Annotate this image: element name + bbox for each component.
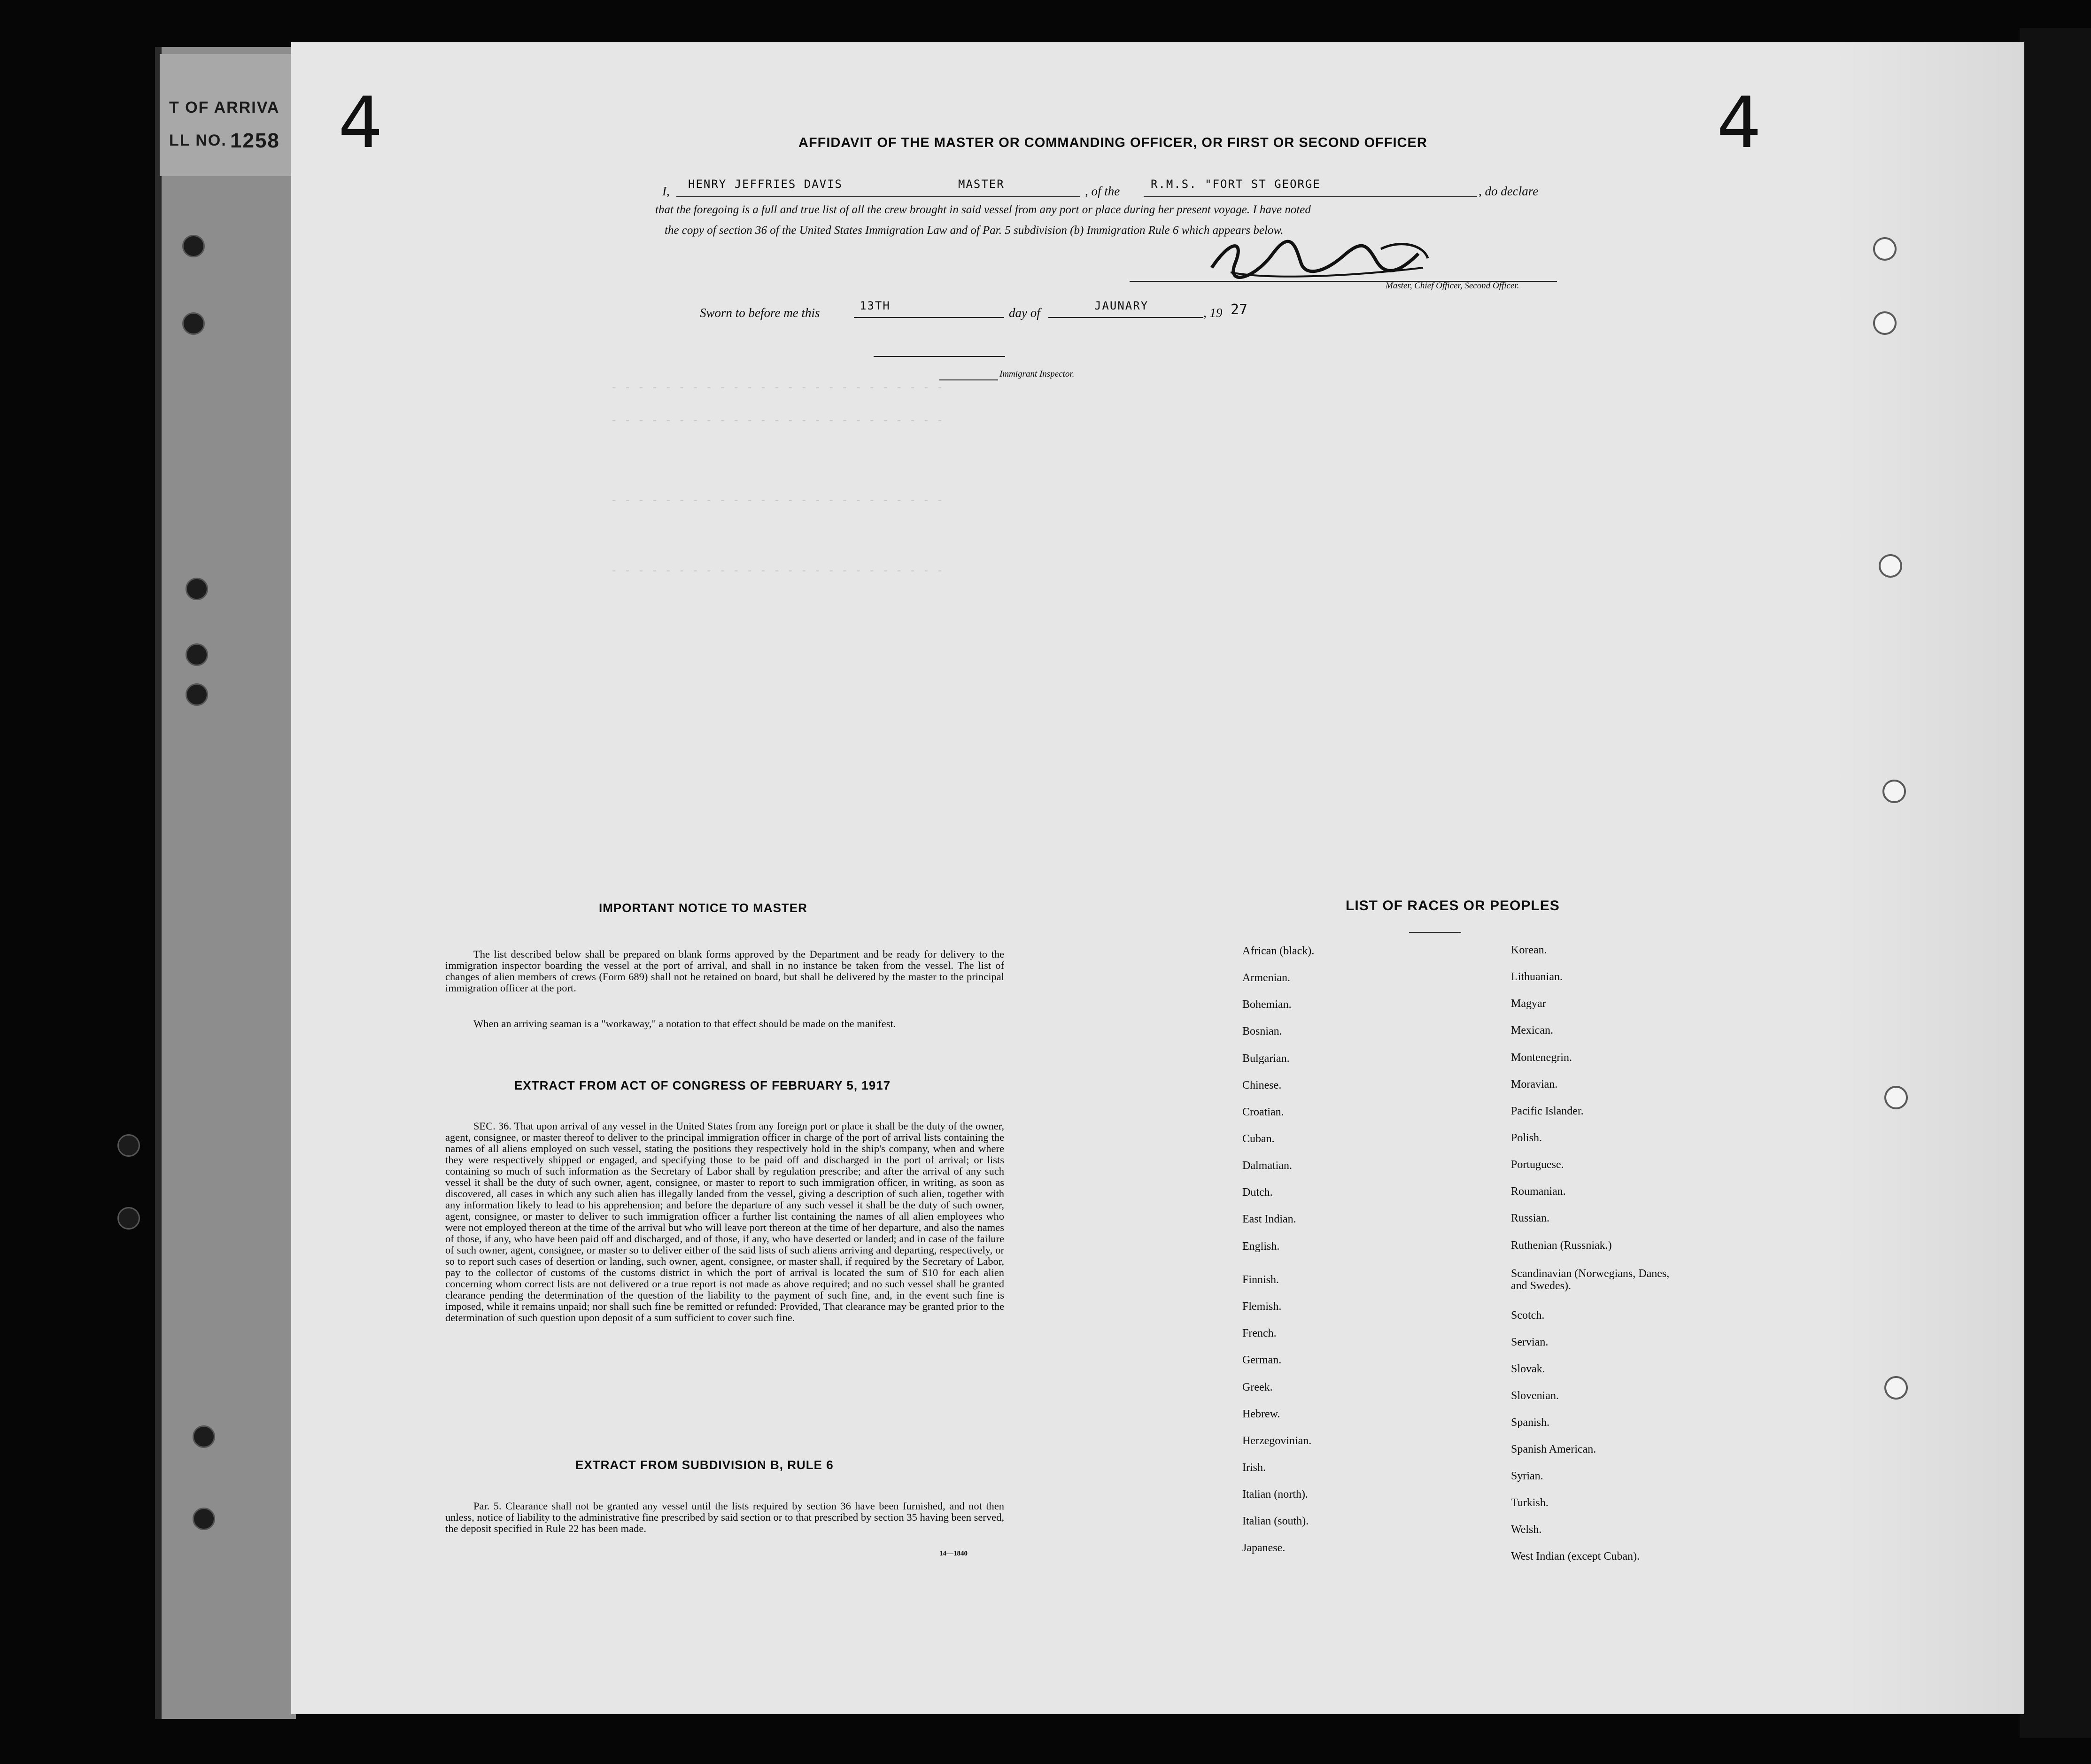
binder-hole (186, 683, 208, 706)
binder-label (160, 54, 296, 176)
race-item: Slovak. (1511, 1363, 1545, 1375)
races-title: LIST OF RACES OR PEOPLES (1346, 898, 1560, 913)
extract2-title: EXTRACT FROM SUBDIVISION B, RULE 6 (575, 1458, 834, 1472)
race-item: Cuban. (1242, 1133, 1275, 1145)
race-item: West Indian (except Cuban). (1511, 1550, 1640, 1563)
binder-hole (193, 1508, 215, 1530)
signature-caption: Master, Chief Officer, Second Officer. (1386, 281, 1519, 291)
race-item: Scotch. (1511, 1309, 1545, 1322)
binder-label-line1: T OF ARRIVA (169, 99, 280, 116)
race-item: Turkish. (1511, 1497, 1549, 1509)
sworn-year: 27 (1231, 302, 1248, 318)
master-signature (1202, 235, 1437, 286)
punch-hole (1879, 554, 1902, 578)
binder-hole (182, 235, 205, 257)
of-the-text: , of the (1085, 184, 1120, 198)
race-item: German. (1242, 1354, 1282, 1366)
binder-label-number: 1258 (230, 129, 280, 152)
inspector-caption: Immigrant Inspector. (999, 369, 1075, 379)
binder-hole (186, 578, 208, 600)
do-declare-text: , do declare (1479, 184, 1539, 198)
race-item: Armenian. (1242, 972, 1290, 984)
binder-hole (193, 1425, 215, 1448)
race-item: Polish. (1511, 1132, 1542, 1144)
bleed-through: - - - - - - - - - - - - - - - - - - - - - - - - - (611, 564, 944, 577)
punch-hole (1884, 1086, 1908, 1109)
race-item: Japanese. (1242, 1542, 1286, 1554)
race-item: Bosnian. (1242, 1025, 1282, 1037)
binder-strip (155, 47, 296, 1719)
race-item: East Indian. (1242, 1213, 1296, 1225)
race-item: Mexican. (1511, 1024, 1553, 1037)
extract1-title: EXTRACT FROM ACT OF CONGRESS OF FEBRUARY 5, 1917 (514, 1078, 891, 1092)
race-item: Lithuanian. (1511, 971, 1563, 983)
binder-edge (155, 47, 162, 1719)
races-column-2 (1511, 944, 1708, 1573)
extract2-body: Par. 5. Clearance shall not be granted any vessel until the lists required by section 36 have been furnished, and not then unless, notice of liability to the administrative fine prescribed by said section or to that prescribed by section 35 having been served, the deposit specified in Rule 22 has been made. (445, 1500, 1004, 1534)
affidavit-line2: that the foregoing is a full and true list of all the crew brought in said vessel from any port or place during her present voyage. I have noted (655, 203, 1311, 216)
day-of-text: day of (1009, 306, 1040, 320)
race-item: Moravian. (1511, 1078, 1558, 1091)
document-page (291, 42, 2024, 1714)
bleed-through: - - - - - - - - - - - - - - - - - - - - - - - - - (611, 380, 944, 394)
page-number-right: 4 (1717, 82, 1762, 164)
race-item: Irish. (1242, 1462, 1266, 1474)
punch-hole (1882, 780, 1906, 803)
race-item: Pacific Islander. (1511, 1105, 1584, 1117)
race-item: Herzegovinian. (1242, 1435, 1312, 1447)
sworn-prefix: Sworn to before me this (700, 306, 820, 320)
race-item: Magyar (1511, 998, 1546, 1010)
sworn-month: JAUNARY (1094, 299, 1149, 312)
year-prefix: , 19 (1203, 306, 1223, 320)
race-item: Russian. (1511, 1212, 1550, 1224)
race-item: Bulgarian. (1242, 1052, 1290, 1065)
race-item: Flemish. (1242, 1300, 1282, 1313)
bleed-through: - - - - - - - - - - - - - - - - - - - - - - - - - (611, 493, 944, 506)
race-item: Servian. (1511, 1336, 1549, 1348)
binder-label-line2: LL NO. (169, 132, 227, 149)
form-number: 14—1840 (939, 1550, 968, 1557)
race-item: Dalmatian. (1242, 1160, 1292, 1172)
race-item: Bohemian. (1242, 998, 1292, 1011)
binder-hole (182, 312, 205, 335)
race-item: Chinese. (1242, 1079, 1282, 1091)
race-item: Roumanian. (1511, 1185, 1566, 1198)
race-item: Italian (north). (1242, 1488, 1308, 1501)
notice-title: IMPORTANT NOTICE TO MASTER (599, 901, 807, 915)
binder-hole (186, 643, 208, 666)
affidavit-title: AFFIDAVIT OF THE MASTER OR COMMANDING OFFICER, OR FIRST OR SECOND OFFICER (798, 135, 1427, 150)
race-item: Welsh. (1511, 1524, 1542, 1536)
race-item: Korean. (1511, 944, 1547, 956)
page-shade (1832, 42, 2024, 1714)
affidavit-intro: I, (662, 184, 670, 198)
race-item: Ruthenian (Russniak.) (1511, 1239, 1612, 1252)
race-item: Syrian. (1511, 1470, 1543, 1482)
races-title-rule (1409, 932, 1461, 933)
vessel-name: R.M.S. "FORT ST GEORGE (1151, 178, 1321, 191)
race-item: African (black). (1242, 945, 1315, 957)
vessel-line (1144, 196, 1477, 197)
binder-hole (117, 1134, 140, 1157)
race-item: Portuguese. (1511, 1159, 1564, 1171)
notice-para2: When an arriving seaman is a "workaway," a notation to that effect should be made on the manifest. (473, 1018, 896, 1029)
race-item: English. (1242, 1240, 1280, 1253)
race-item: Spanish American. (1511, 1443, 1596, 1455)
race-item: Spanish. (1511, 1416, 1550, 1429)
inspector-line (939, 379, 998, 380)
page-number-left: 4 (338, 82, 383, 164)
bleed-through: - - - - - - - - - - - - - - - - - - - - - - - - - (611, 413, 944, 426)
name-line (676, 196, 1080, 197)
right-edge (2020, 28, 2091, 1738)
race-item: Finnish. (1242, 1274, 1279, 1286)
punch-hole (1873, 311, 1897, 335)
race-item: French. (1242, 1327, 1277, 1339)
race-item: Croatian. (1242, 1106, 1284, 1118)
master-name: HENRY JEFFRIES DAVIS (688, 178, 843, 191)
races-column-1 (1242, 945, 1421, 1574)
extract1-body: SEC. 36. That upon arrival of any vessel in the United States from any foreign port or place it shall be the duty of the owner, agent, consignee, or master thereof to deliver to the principal immigration officer in charge of the port of arrival lists containing the names of all aliens employed on such vessel, stating the positions they respectively hold in the ship's company, when and where they were respectively shipped or engaged, and specifying those to be paid off and discharged in the port of arrival; or lists containing so much of such information as the Secretary of Labor shall by regulation prescribe; and after the arrival of any such vessel it shall be the duty of such owner, agent, consignee, or master to report to such immigration officer, in writing, as soon as discovered, all cases in which any such alien has illegally landed from the vessel, giving a description of such alien, together with any information likely to lead to his apprehension; and before the departure of any such vessel it shall be the duty of such owner, agent, consignee, or master to deliver to such immigration officer a further list containing the names of all alien employees who were not employed thereon at the time of the arrival but who will leave port thereon at the time of her departure, and also the names of those, if any, who have been paid off and discharged, and of those, if any, who have deserted or landed; and in case of the failure of such owner, agent, consignee, or master so to deliver either of the said lists of such aliens arriving and departing, respectively, or so to report such cases of desertion or landing, such owner, agent, consignee, or master shall, if required by the Secretary of Labor, pay to the collector of customs of the customs district in which the port of arrival is located the sum of $10 for each alien concerning whom correct lists are not delivered or a true report is not made as above required; and no such vessel shall be granted clearance pending the determination of the question of the liability to the payment of such fine, and, in the event such fine is imposed, while it remains unpaid; nor shall such fine be remitted or refunded: Provided, That clearance may be granted prior to the determination of such question upon deposit of a sum sufficient to cover such fine. (445, 1120, 1004, 1323)
sworn-day: 13TH (860, 299, 891, 312)
race-item: Hebrew. (1242, 1408, 1280, 1420)
race-item: Scandinavian (Norwegians, Danes, and Swedes). (1511, 1268, 1670, 1292)
day-line (854, 317, 1004, 318)
race-item: Slovenian. (1511, 1390, 1559, 1402)
affidavit-line3: the copy of section 36 of the United States Immigration Law and of Par. 5 subdivision (b) Immigration Rule 6 which appears below. (665, 224, 1284, 237)
inspector-line-top (874, 356, 1005, 357)
race-item: Dutch. (1242, 1186, 1273, 1199)
notice-para1: The list described below shall be prepared on blank forms approved by the Department and be ready for delivery to the immigration inspector boarding the vessel at the port of arrival, and shall in no instance be taken from the vessel. The list of changes of alien members of crews (Form 689) shall not be retained on board, but shall be delivered by the master to the principal immigration officer at the port. (445, 948, 1004, 994)
race-item: Greek. (1242, 1381, 1273, 1393)
binder-hole (117, 1207, 140, 1230)
race-item: Italian (south). (1242, 1515, 1309, 1527)
month-line (1048, 317, 1203, 318)
punch-hole (1873, 237, 1897, 261)
race-item: Montenegrin. (1511, 1052, 1572, 1064)
punch-hole (1884, 1376, 1908, 1400)
master-rank: MASTER (958, 178, 1005, 191)
